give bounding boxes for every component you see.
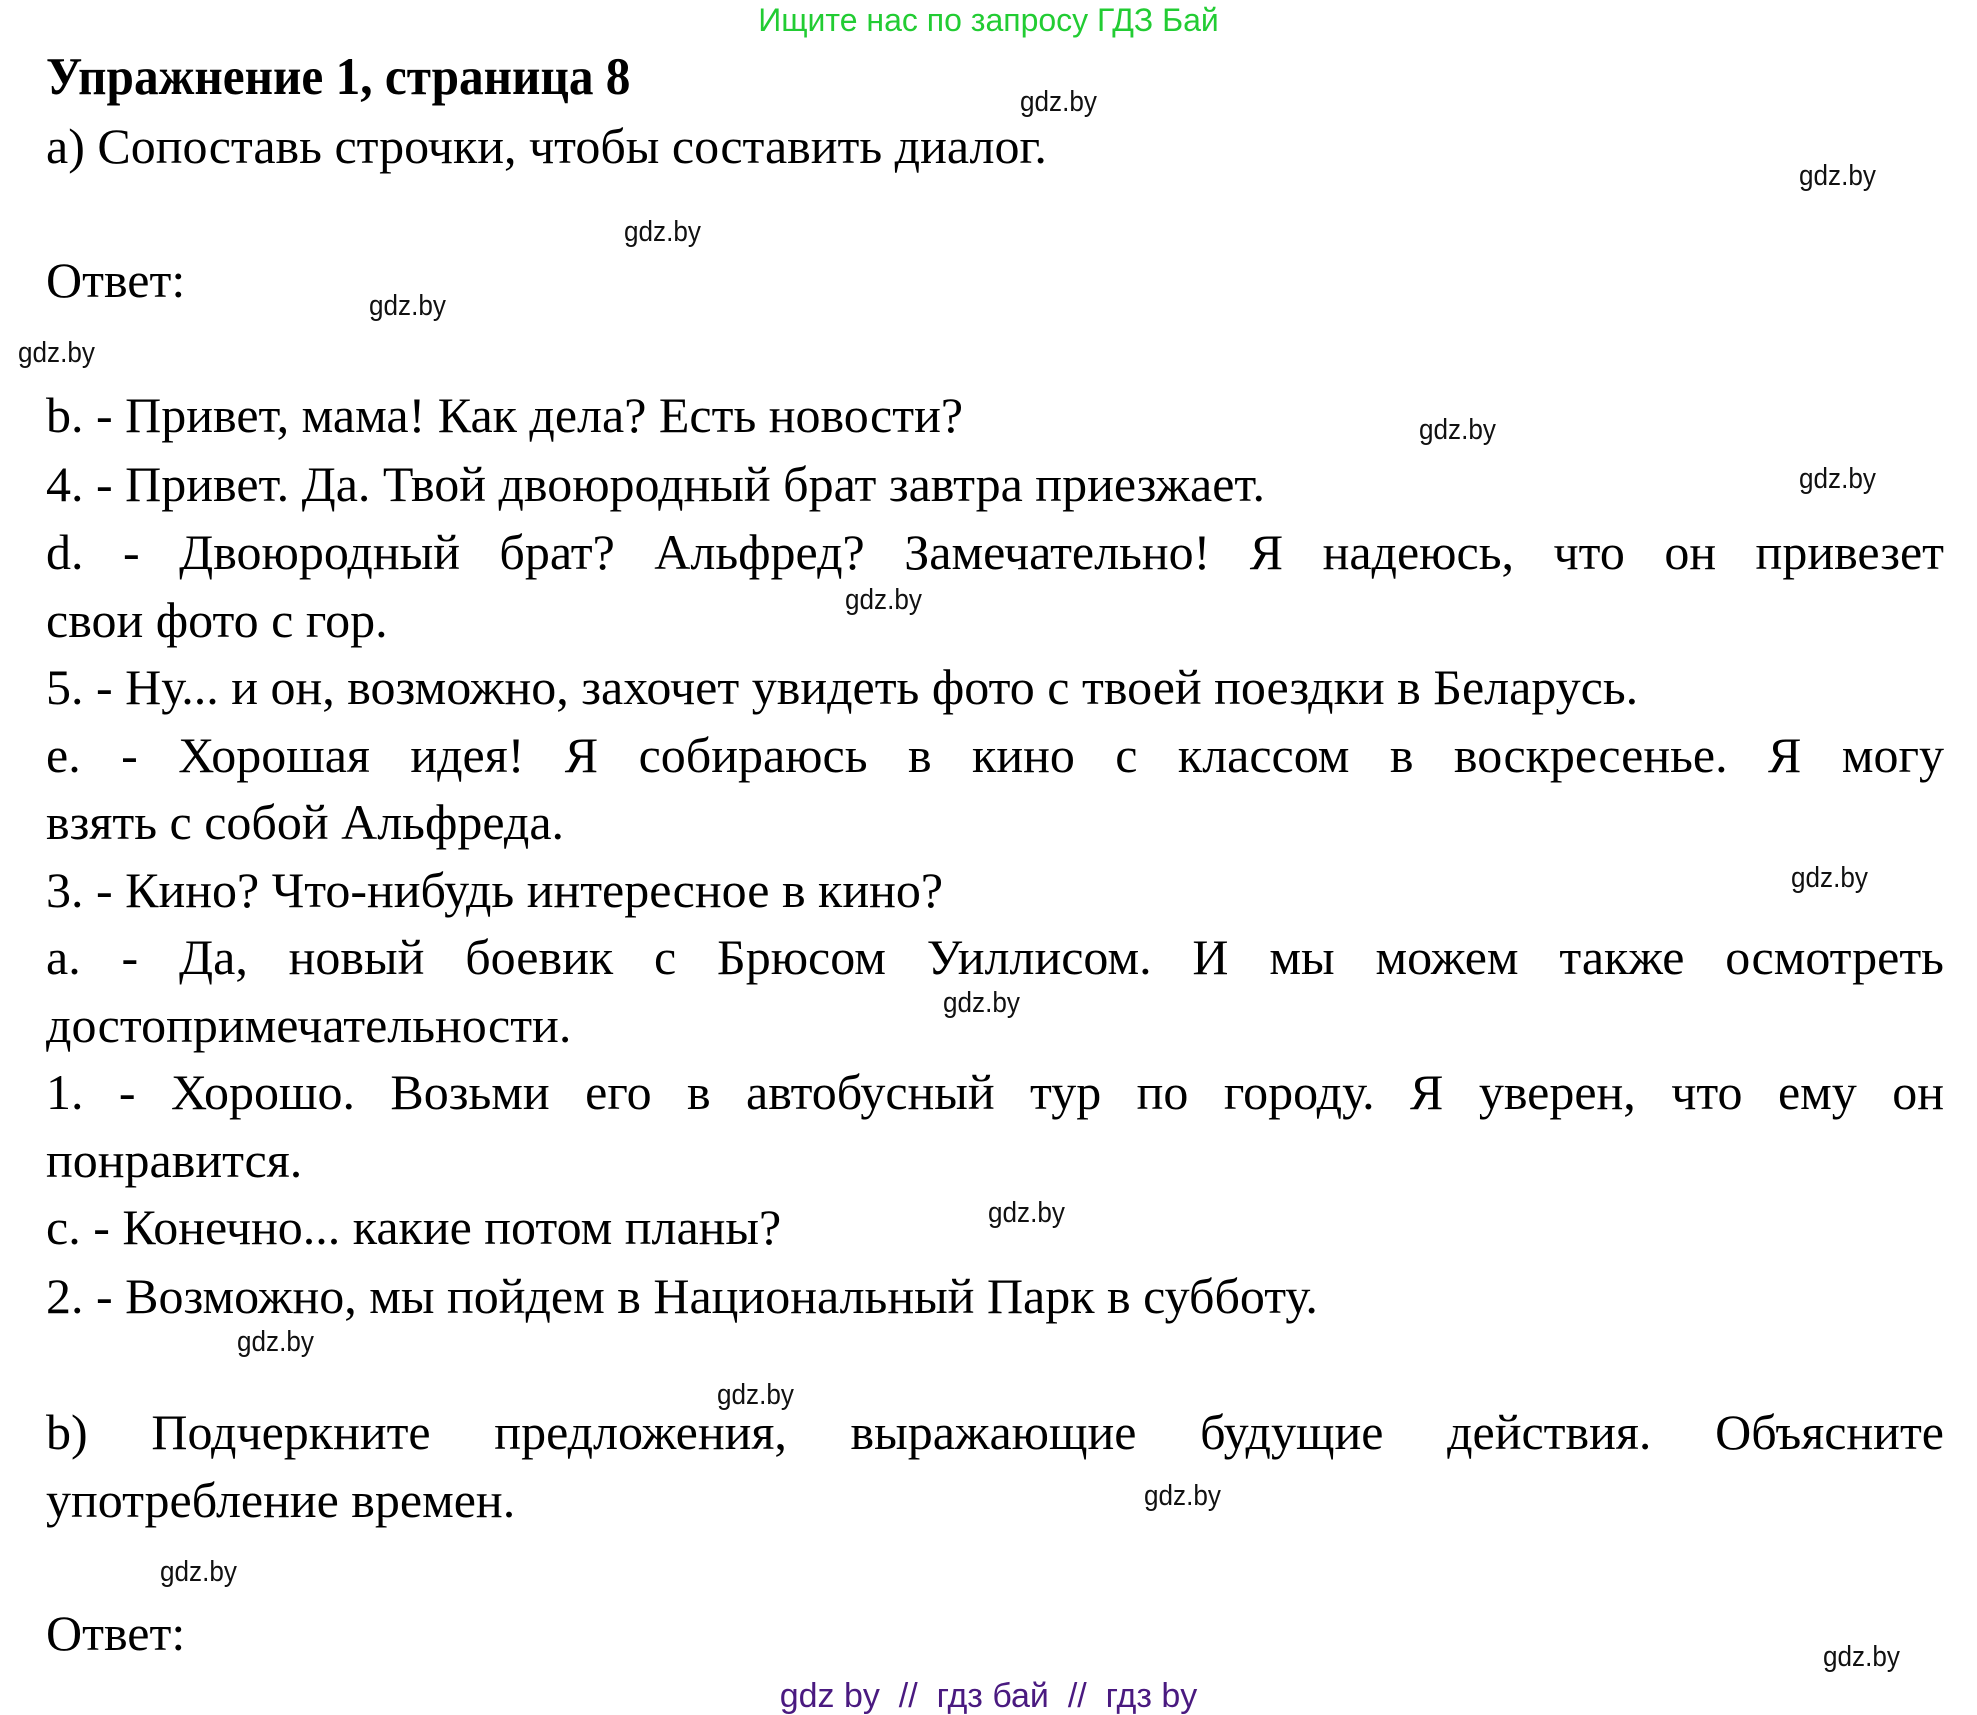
watermark: gdz.by (18, 337, 95, 369)
search-banner: Ищите нас по запросу ГДЗ Бай (758, 2, 1219, 38)
task-a-heading: а) Сопоставь строчки, чтобы составить диалог. (46, 118, 1047, 174)
dialog-line: d. - Двоюродный брат? Альфред? Замечательно! Я надеюсь, что он привезет (46, 524, 1944, 580)
dialog-line: 2. - Возможно, мы пойдем в Национальный Парк в субботу. (46, 1268, 1318, 1324)
task-b-heading-cont: употребление времен. (46, 1472, 516, 1528)
dialog-line: 1. - Хорошо. Возьми его в автобусный тур по городу. Я уверен, что ему он (46, 1064, 1944, 1120)
watermark: gdz.by (943, 987, 1020, 1019)
dialog-line: 3. - Кино? Что-нибудь интересное в кино? (46, 862, 944, 918)
answer-label-a: Ответ: (46, 252, 186, 308)
watermark: gdz.by (1799, 160, 1876, 192)
watermark: gdz.by (1144, 1480, 1221, 1512)
dialog-line: понравится. (46, 1132, 303, 1188)
dialog-line: 4. - Привет. Да. Твой двоюродный брат завтра приезжает. (46, 456, 1265, 512)
task-b-heading: b) Подчеркните предложения, выражающие будущие действия. Объясните (46, 1404, 1944, 1460)
watermark: gdz.by (237, 1326, 314, 1358)
dialog-line: a. - Да, новый боевик с Брюсом Уиллисом. И мы можем также осмотреть (46, 929, 1944, 985)
dialog-line: c. - Конечно... какие потом планы? (46, 1199, 782, 1255)
answer-label-b: Ответ: (46, 1605, 186, 1661)
dialog-line: достопримечательности. (46, 997, 572, 1053)
dialog-line: взять с собой Альфреда. (46, 794, 565, 850)
watermark: gdz.by (369, 290, 446, 322)
page-title: Упражнение 1, страница 8 (46, 48, 631, 106)
watermark: gdz.by (845, 584, 922, 616)
dialog-line: e. - Хорошая идея! Я собираюсь в кино с классом в воскресенье. Я могу (46, 727, 1944, 783)
dialog-line: 5. - Ну... и он, возможно, захочет увидеть фото с твоей поездки в Беларусь. (46, 659, 1639, 715)
watermark: gdz.by (717, 1379, 794, 1411)
watermark: gdz.by (1020, 86, 1097, 118)
watermark: gdz.by (1419, 414, 1496, 446)
watermark: gdz.by (1791, 862, 1868, 894)
watermark: gdz.by (1799, 463, 1876, 495)
watermark: gdz.by (1823, 1641, 1900, 1673)
dialog-line: b. - Привет, мама! Как дела? Есть новости? (46, 387, 964, 443)
footer-links: gdz by // гдз бай // гдз by (779, 1677, 1198, 1715)
watermark: gdz.by (624, 216, 701, 248)
watermark: gdz.by (988, 1197, 1065, 1229)
dialog-line: свои фото с гор. (46, 592, 388, 648)
watermark: gdz.by (160, 1556, 237, 1588)
